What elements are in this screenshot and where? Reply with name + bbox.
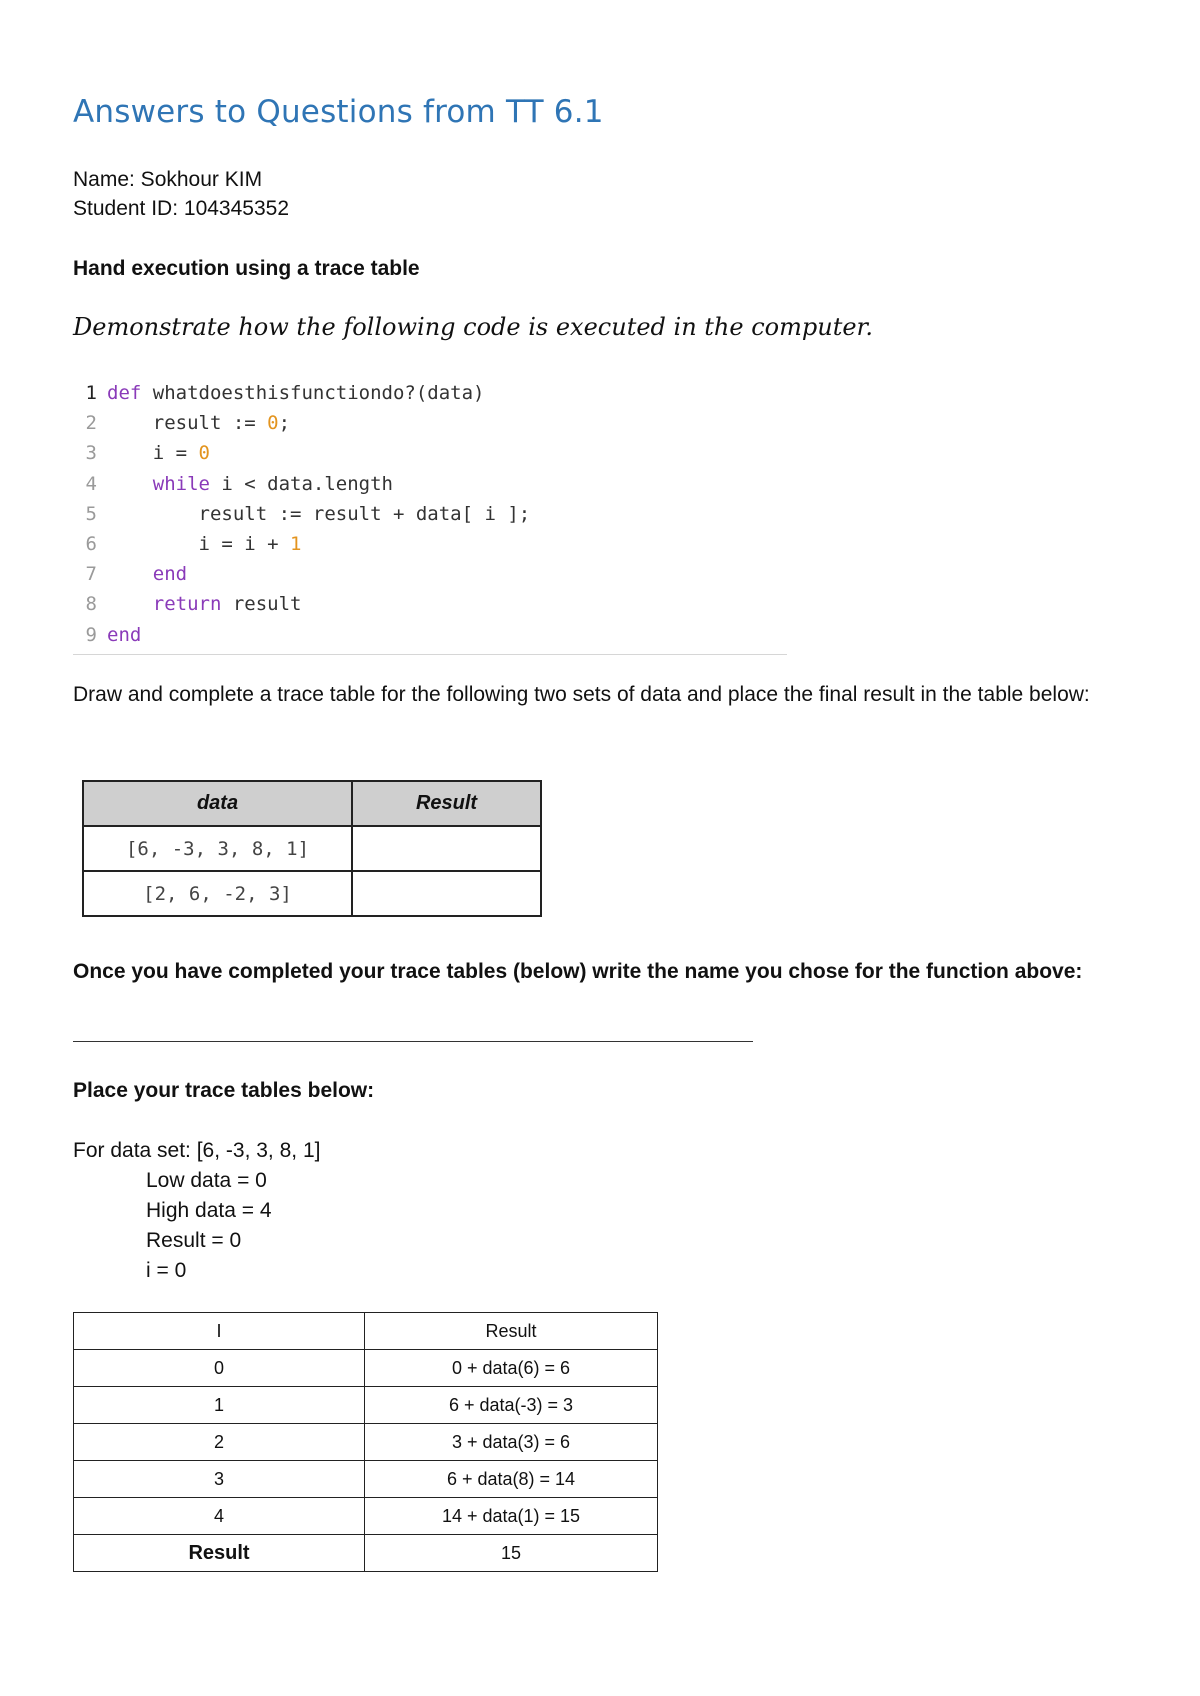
code-line xyxy=(73,438,787,468)
header-i: I xyxy=(74,1313,365,1350)
code-line xyxy=(73,559,787,589)
code-line xyxy=(73,378,787,408)
final-result-row xyxy=(74,1535,658,1572)
code-text: whatdoesthisfunctiondo?(data) xyxy=(141,382,485,404)
code-number: 1 xyxy=(290,532,302,555)
final-result-value: 15 xyxy=(365,1535,658,1572)
code-number: 0 xyxy=(198,442,210,465)
table-row xyxy=(74,1461,658,1498)
code-line xyxy=(73,620,787,650)
table-header-row xyxy=(74,1313,658,1350)
code-text: result := result + data[ i ]; xyxy=(198,502,531,525)
result-cell: 0 + data(6) = 6 xyxy=(365,1350,658,1387)
instruction-text: Demonstrate how the following code is executed in the computer. xyxy=(73,313,874,341)
line-number: 7 xyxy=(85,563,97,586)
final-result-label: Result xyxy=(74,1535,365,1572)
code-keyword: def xyxy=(107,382,142,404)
data-table xyxy=(82,780,542,917)
code-line xyxy=(73,499,787,529)
table-row xyxy=(74,1350,658,1387)
i-cell: 0 xyxy=(74,1350,365,1387)
function-name-prompt: Once you have completed your trace tables (below) write the name you chose for the function above: xyxy=(73,960,1083,983)
table-row xyxy=(83,826,541,871)
table-row xyxy=(74,1424,658,1461)
code-text: result := xyxy=(152,412,268,435)
trace-tables-heading: Place your trace tables below: xyxy=(73,1079,375,1102)
line-number: 6 xyxy=(85,532,97,555)
i-cell: 4 xyxy=(74,1498,365,1535)
result-cell: 6 + data(8) = 14 xyxy=(365,1461,658,1498)
header-result: Result xyxy=(352,781,541,826)
table-header-row xyxy=(83,781,541,826)
code-number: 0 xyxy=(267,412,279,435)
result-cell[interactable] xyxy=(352,871,541,916)
code-line xyxy=(73,469,787,499)
code-block xyxy=(73,378,787,655)
table-row xyxy=(74,1387,658,1424)
instructions-paragraph: Draw and complete a trace table for the following two sets of data and place the final result in the table below: xyxy=(73,683,1090,706)
header-data: data xyxy=(83,781,352,826)
dataset-label: For data set: [6, -3, 3, 8, 1] xyxy=(73,1139,321,1162)
data-cell: [6, -3, 3, 8, 1] xyxy=(83,826,352,871)
result-cell[interactable] xyxy=(352,826,541,871)
code-text: result xyxy=(221,593,302,616)
code-line xyxy=(73,408,787,438)
init-value: Result = 0 xyxy=(146,1229,242,1252)
code-text: ; xyxy=(278,412,291,435)
line-number: 8 xyxy=(85,593,97,616)
code-line xyxy=(73,589,787,619)
line-number: 9 xyxy=(85,623,97,646)
table-row xyxy=(83,871,541,916)
init-value: High data = 4 xyxy=(146,1199,272,1222)
line-number: 4 xyxy=(85,472,97,495)
line-number: 2 xyxy=(85,412,97,435)
answer-blank-line[interactable] xyxy=(73,1041,753,1042)
section-heading: Hand execution using a trace table xyxy=(73,257,420,280)
init-value: i = 0 xyxy=(146,1259,187,1282)
i-cell: 1 xyxy=(74,1387,365,1424)
code-keyword: end xyxy=(107,623,142,646)
student-id: Student ID: 104345352 xyxy=(73,197,290,220)
line-number: 3 xyxy=(85,442,97,465)
line-number: 1 xyxy=(85,382,97,404)
header-result: Result xyxy=(365,1313,658,1350)
line-number: 5 xyxy=(85,502,97,525)
i-cell: 2 xyxy=(74,1424,365,1461)
result-cell: 3 + data(3) = 6 xyxy=(365,1424,658,1461)
code-keyword: while xyxy=(152,472,210,495)
page-title: Answers to Questions from TT 6.1 xyxy=(73,94,604,130)
code-text: i < data.length xyxy=(209,472,393,495)
init-value: Low data = 0 xyxy=(146,1169,267,1192)
i-cell: 3 xyxy=(74,1461,365,1498)
code-keyword: return xyxy=(152,593,222,616)
data-cell: [2, 6, -2, 3] xyxy=(83,871,352,916)
table-row xyxy=(74,1498,658,1535)
code-text: i = xyxy=(152,442,199,465)
code-line xyxy=(73,529,787,559)
student-name: Name: Sokhour KIM xyxy=(73,168,263,191)
result-cell: 14 + data(1) = 15 xyxy=(365,1498,658,1535)
code-text: i = i + xyxy=(198,532,291,555)
result-cell: 6 + data(-3) = 3 xyxy=(365,1387,658,1424)
trace-table xyxy=(73,1312,658,1572)
code-keyword: end xyxy=(152,563,188,586)
